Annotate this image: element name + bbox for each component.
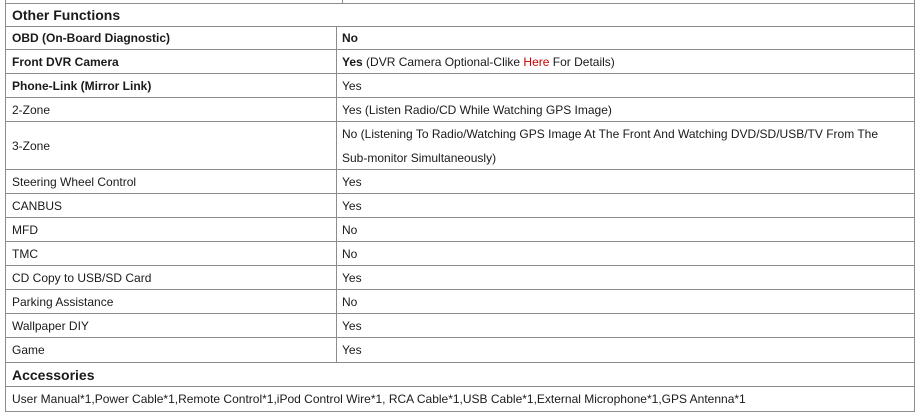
row-label: Steering Wheel Control [6, 170, 337, 193]
row-value: No [342, 246, 358, 261]
other-functions-table [6, 26, 914, 362]
row-value: Yes [342, 343, 362, 357]
table-row [6, 26, 914, 50]
row-label: MFD [6, 218, 337, 241]
value-yes: Yes [342, 54, 363, 69]
section-title: Other Functions [12, 7, 121, 23]
row-label: Wallpaper DIY [6, 314, 337, 337]
table-row [6, 122, 914, 170]
row-label: Front DVR Camera [6, 50, 337, 73]
row-value: No [342, 30, 358, 45]
table-row [6, 218, 914, 242]
section-header-other-functions [6, 3, 914, 27]
row-value: No (Listening To Radio/Watching GPS Image At The Front And Watching DVD/SD/USB/TV From The Sub-monitor Simultaneously) [342, 126, 879, 165]
row-value: Yes [342, 318, 362, 333]
details-link[interactable]: Here [523, 54, 550, 69]
table-row [6, 170, 914, 194]
row-value: Yes [342, 174, 362, 189]
row-label: 3-Zone [6, 122, 337, 169]
row-label: CD Copy to USB/SD Card [6, 266, 337, 289]
table-row [6, 98, 914, 122]
row-value [337, 50, 914, 73]
row-value: Yes (Listen Radio/CD While Watching GPS Image) [342, 102, 612, 117]
spec-table [5, 0, 915, 412]
row-label: TMC [6, 242, 337, 265]
table-row [6, 50, 914, 74]
section-title: Accessories [12, 366, 95, 383]
table-row [6, 242, 914, 266]
table-row [6, 74, 914, 98]
row-value: No [342, 222, 358, 237]
value-note-pre: (DVR Camera Optional-Clike [362, 54, 524, 69]
row-label: 2-Zone [6, 98, 337, 121]
table-row [6, 314, 914, 338]
row-value: No [342, 294, 358, 309]
row-value: Yes [342, 78, 362, 93]
row-label: Game [6, 338, 337, 362]
row-label: Phone-Link (Mirror Link) [6, 74, 337, 97]
row-label: CANBUS [6, 194, 337, 217]
value-note-post: For Details) [549, 54, 615, 69]
accessories-list: User Manual*1,Power Cable*1,Remote Control*1,iPod Control Wire*1, RCA Cable*1,USB Cable*1,External Microphone*1,GPS Antenna*1 [12, 392, 746, 406]
table-row [6, 194, 914, 218]
row-label: Parking Assistance [6, 290, 337, 313]
row-value: Yes [342, 198, 362, 213]
section-header-accessories [6, 362, 914, 387]
table-row [6, 266, 914, 290]
table-row [6, 290, 914, 314]
table-row [6, 338, 914, 362]
row-label: OBD (On-Board Diagnostic) [6, 26, 337, 49]
row-value: Yes [342, 270, 362, 285]
